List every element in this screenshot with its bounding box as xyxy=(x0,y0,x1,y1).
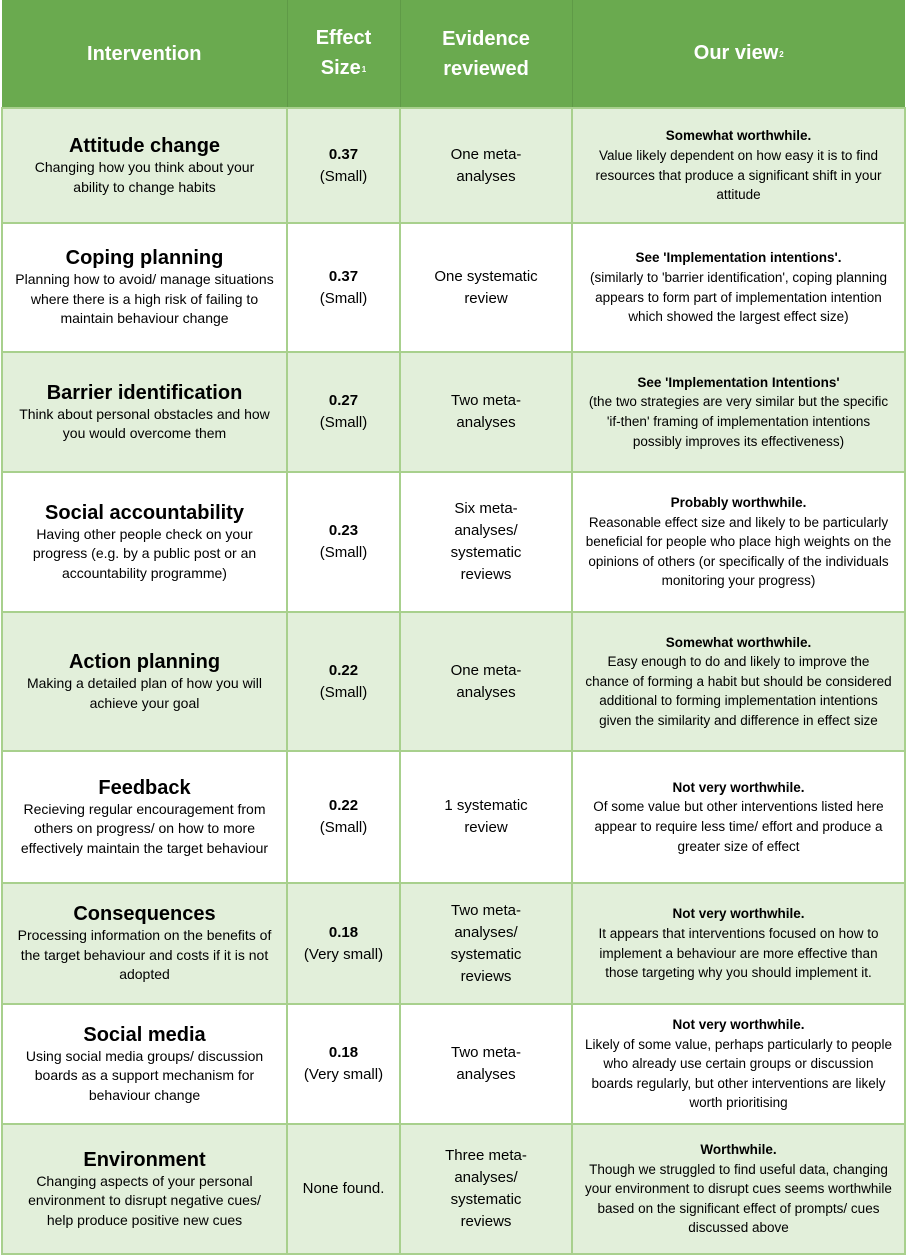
evidence-text: One meta-analyses xyxy=(450,145,522,185)
intervention-title: Consequences xyxy=(73,903,216,926)
intervention-title: Social accountability xyxy=(45,501,244,524)
intervention-description: Think about personal obstacles and how you would overcome them xyxy=(19,405,270,441)
intervention-description: Recieving regular encouragement from others on progress/ on how to more effectively maintain the target behaviour xyxy=(20,800,269,856)
effect-size-label: (Small) xyxy=(319,544,368,561)
our-view-cell xyxy=(572,1124,905,1254)
our-view-cell xyxy=(572,751,905,883)
effect-size-cell xyxy=(287,223,400,352)
table-row xyxy=(2,352,905,472)
view-explanation: (similarly to 'barrier identification', coping planning appears to form part of implementation intention which showed the largest effect size) xyxy=(589,269,888,325)
view-verdict: Worthwhile. xyxy=(700,1142,777,1158)
intervention-title: Action planning xyxy=(68,651,221,673)
intervention-title: Barrier identification xyxy=(46,381,243,404)
effect-size-value: 0.37 xyxy=(328,267,359,285)
view-explanation: (the two strategies are very similar but the specific 'if-then' framing of implementation intentions possibly improves its effectiveness) xyxy=(588,394,889,449)
evidence-cell xyxy=(400,472,572,612)
intervention-cell xyxy=(2,352,287,472)
intervention-cell xyxy=(2,612,287,751)
our-view-cell xyxy=(572,472,905,612)
header-our-view-label: Our view xyxy=(693,41,779,64)
our-view-cell xyxy=(572,108,905,223)
view-verdict: Not very worthwhile. xyxy=(672,1017,805,1033)
evidence-text: One systematic review xyxy=(434,267,538,307)
view-verdict: See 'Implementation Intentions' xyxy=(637,374,840,390)
table-row xyxy=(2,472,905,612)
table-row xyxy=(2,612,905,751)
intervention-cell xyxy=(2,223,287,352)
evidence-cell xyxy=(400,1004,572,1124)
header-intervention xyxy=(2,0,287,108)
intervention-cell xyxy=(2,108,287,223)
view-explanation: Likely of some value, perhaps particularly to people who already use certain groups or discussion boards regularly, but other interventions are likely worth prioritising xyxy=(585,1036,892,1111)
intervention-cell xyxy=(2,472,287,612)
effect-size-cell xyxy=(287,883,400,1004)
interventions-table xyxy=(1,0,906,1255)
effect-size-value: 0.27 xyxy=(328,392,359,409)
evidence-text: 1 systematic review xyxy=(444,797,528,836)
effect-size-cell xyxy=(287,612,400,751)
evidence-text: Six meta-analyses/ systematic reviews xyxy=(450,500,522,583)
view-explanation: It appears that interventions focused on how to implement a behaviour are more effective than those targeting why you should implement it. xyxy=(598,925,879,981)
intervention-description: Making a detailed plan of how you will achieve your goal xyxy=(26,675,263,711)
effect-size-value: 0.37 xyxy=(328,145,359,163)
intervention-cell xyxy=(2,883,287,1004)
evidence-text: Two meta-analyses xyxy=(450,1044,522,1083)
view-explanation: Reasonable effect size and likely to be particularly beneficial for people who place high weights on the opinions of others (or specifically of the individuals monitoring your progress) xyxy=(585,514,892,589)
intervention-description: Processing information on the benefits of the target behaviour and costs if it is not adopted xyxy=(17,927,272,983)
view-explanation: Of some value but other interventions listed here appear to require less time/ effort and produce a greater size of effect xyxy=(593,799,884,854)
evidence-cell xyxy=(400,108,572,223)
intervention-title: Coping planning xyxy=(65,247,224,270)
effect-size-value: 0.23 xyxy=(328,522,359,539)
view-verdict: Somewhat worthwhile. xyxy=(665,634,812,650)
table-row xyxy=(2,223,905,352)
evidence-cell xyxy=(400,352,572,472)
evidence-cell xyxy=(400,883,572,1004)
evidence-text: Two meta-analyses/ systematic reviews xyxy=(450,901,522,985)
intervention-title: Environment xyxy=(83,1148,206,1171)
evidence-cell xyxy=(400,612,572,751)
header-effect-size-label: Effect Size xyxy=(315,26,372,79)
effect-size-label: (Small) xyxy=(319,683,368,701)
view-verdict: Somewhat worthwhile. xyxy=(665,128,812,144)
header-effect-size xyxy=(287,0,400,108)
header-evidence-reviewed xyxy=(400,0,572,108)
view-verdict: Not very worthwhile. xyxy=(672,906,805,922)
our-view-cell xyxy=(572,223,905,352)
effect-size-value: 0.18 xyxy=(328,923,359,941)
table-row xyxy=(2,1004,905,1124)
intervention-title: Attitude change xyxy=(68,135,221,157)
intervention-cell xyxy=(2,751,287,883)
table-row xyxy=(2,883,905,1004)
effect-size-cell xyxy=(287,108,400,223)
effect-size-cell xyxy=(287,472,400,612)
effect-size-cell xyxy=(287,1124,400,1254)
evidence-table-container xyxy=(1,0,904,1255)
effect-size-value: 0.18 xyxy=(328,1044,359,1061)
our-view-cell xyxy=(572,1004,905,1124)
table-row xyxy=(2,1124,905,1254)
footnote-marker-2: 2 xyxy=(779,49,784,59)
intervention-title: Social media xyxy=(83,1023,206,1046)
our-view-cell xyxy=(572,612,905,751)
evidence-cell xyxy=(400,1124,572,1254)
evidence-cell xyxy=(400,751,572,883)
effect-size-label: (Small) xyxy=(319,414,368,431)
evidence-text: Two meta-analyses xyxy=(450,392,522,431)
view-explanation: Easy enough to do and likely to improve the chance of forming a habit but should be considered additional to forming implementation intentions given the similarity and difference in effect size xyxy=(585,654,892,728)
effect-size-cell xyxy=(287,352,400,472)
our-view-cell xyxy=(572,883,905,1004)
effect-size-cell xyxy=(287,1004,400,1124)
view-verdict: Not very worthwhile. xyxy=(672,779,805,795)
effect-size-cell xyxy=(287,751,400,883)
table-row xyxy=(2,751,905,883)
effect-size-label: (Small) xyxy=(319,819,368,836)
view-explanation: Though we struggled to find useful data, changing your environment to disrupt cues seems worthwhile based on the significant effect of prompts/ cues discussed above xyxy=(585,1161,892,1236)
intervention-cell xyxy=(2,1124,287,1254)
header-intervention-label: Intervention xyxy=(87,42,202,65)
intervention-description: Changing how you think about your ability to change habits xyxy=(34,159,255,195)
intervention-description: Using social media groups/ discussion boards as a support mechanism for behaviour change xyxy=(25,1047,264,1103)
effect-size-label: None found. xyxy=(302,1180,385,1197)
table-row xyxy=(2,108,905,223)
effect-size-label: (Very small) xyxy=(303,945,384,963)
effect-size-label: (Very small) xyxy=(303,1066,384,1083)
evidence-cell xyxy=(400,223,572,352)
header-our-view xyxy=(572,0,905,108)
view-verdict: Probably worthwhile. xyxy=(670,495,807,511)
intervention-description: Planning how to avoid/ manage situations where there is a high risk of failing to maintain behaviour change xyxy=(15,271,274,327)
our-view-cell xyxy=(572,352,905,472)
header-evidence-label: Evidence reviewed xyxy=(442,27,530,80)
view-verdict: See 'Implementation intentions'. xyxy=(635,250,842,266)
evidence-text: One meta-analyses xyxy=(450,661,522,701)
view-explanation: Value likely dependent on how easy it is to find resources that produce a significant shift in your attitude xyxy=(595,147,882,203)
effect-size-value: 0.22 xyxy=(328,661,359,679)
intervention-description: Having other people check on your progress (e.g. by a public post or an accountability programme) xyxy=(32,525,257,581)
effect-size-label: (Small) xyxy=(319,289,368,307)
table-header-row xyxy=(2,0,905,108)
intervention-title: Feedback xyxy=(98,776,191,799)
effect-size-value: 0.22 xyxy=(328,797,359,814)
footnote-marker-1: 1 xyxy=(361,64,367,74)
evidence-text: Three meta-analyses/ systematic reviews xyxy=(445,1147,527,1230)
effect-size-label: (Small) xyxy=(319,167,368,185)
intervention-description: Changing aspects of your personal environment to disrupt negative cues/ help produce positive new cues xyxy=(28,1172,261,1228)
intervention-cell xyxy=(2,1004,287,1124)
